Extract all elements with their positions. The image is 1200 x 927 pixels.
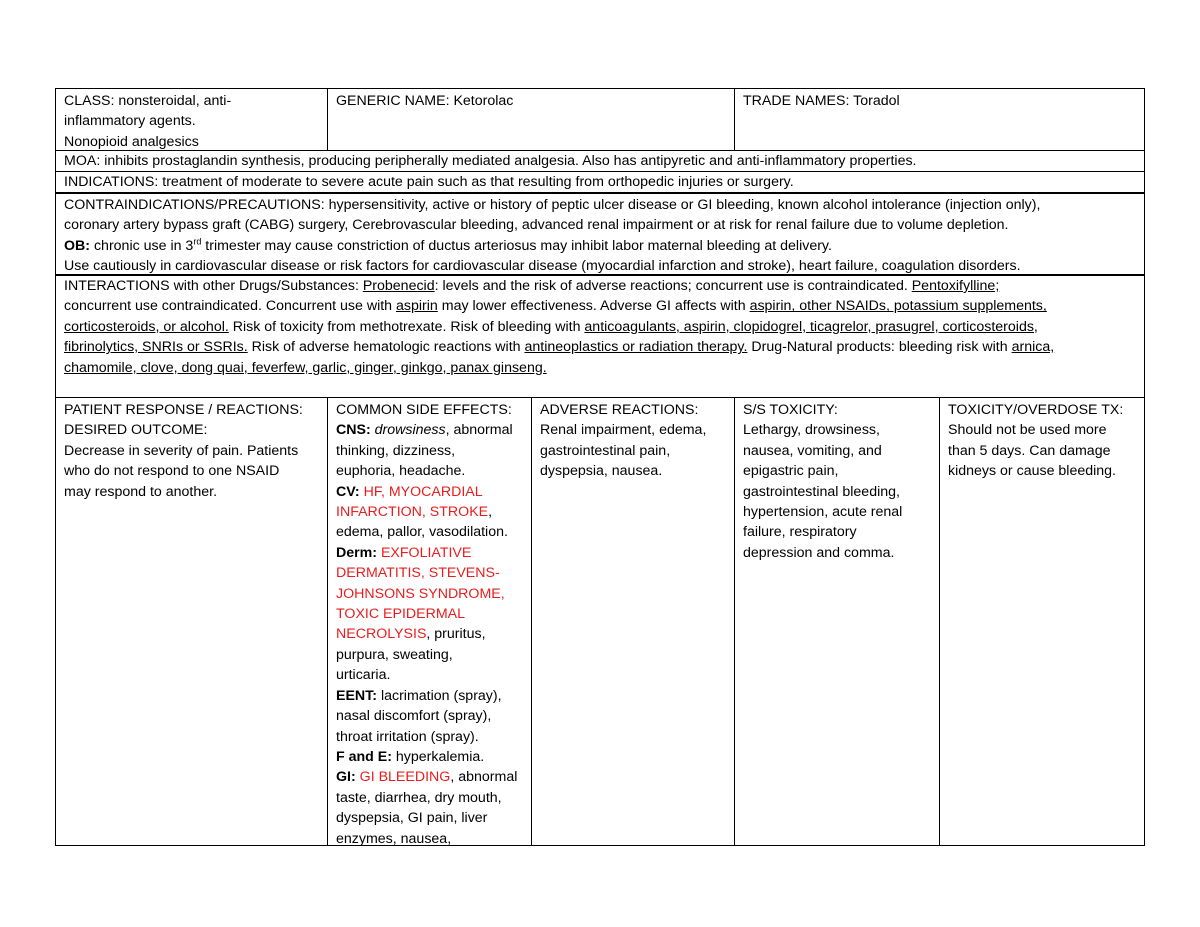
side-effects-line: purpura, sweating, [336, 646, 453, 663]
side-effects-cell [328, 398, 531, 845]
derm-serious-effects: EXFOLIATIVE [380, 544, 472, 561]
side-effects-line: nasal discomfort (spray), [336, 708, 492, 725]
side-effects-line [336, 747, 523, 767]
derm-serious-effects: DERMATITIS, STEVENS- [336, 565, 500, 582]
side-effects-line: edema, pallor, vasodilation. [336, 524, 508, 541]
gi-label: GI: [336, 769, 356, 786]
side-effects-line: throat irritation (spray). [336, 728, 479, 745]
ob-label: OB: [64, 237, 91, 254]
overdose-tx-line: kidneys or cause bleeding. [948, 463, 1116, 480]
trade-names: TRADE NAMES: Toradol [743, 93, 900, 109]
interactions-line [64, 276, 1136, 296]
interactions-cell [56, 276, 1144, 397]
ob-text: chronic use in 3 [90, 237, 194, 254]
drug-list-gi: corticosteroids, or alcohol. [64, 318, 229, 335]
interactions-text: INTERACTIONS with other Drugs/Substances: [64, 278, 363, 294]
side-effects-text: , abnormal [450, 769, 518, 786]
adverse-reactions-cell [532, 398, 734, 845]
drug-probenecid: Probenecid [362, 278, 435, 294]
derm-serious-effects: JOHNSONS SYNDROME, [336, 585, 505, 602]
contraindications-line: CONTRAINDICATIONS/PRECAUTIONS: hypersensitivity, active or history of peptic ulcer disease or GI bleeding, known alcohol intolerance (injection only), [64, 197, 1041, 213]
patient-response-line: who do not respond to one NSAID [64, 463, 280, 480]
interactions-line [64, 317, 1136, 337]
cv-label: CV: [336, 483, 360, 500]
class-line: inflammatory agents. [64, 113, 196, 130]
patient-response-line: Decrease in severity of pain. Patients [64, 442, 299, 459]
overdose-tx-line: than 5 days. Can damage [948, 442, 1111, 459]
interactions-line [64, 337, 1136, 357]
side-effects-text: lacrimation (spray), [377, 687, 502, 704]
side-effects-line [336, 482, 523, 502]
toxicity-signs-line: S/S TOXICITY: [743, 402, 838, 418]
toxicity-signs-line: hypertension, acute renal [743, 504, 903, 521]
derm-serious-effects: TOXIC EPIDERMAL [336, 606, 466, 623]
indications-cell [56, 172, 1144, 192]
side-effects-line [336, 543, 523, 563]
contraindications-line: Use cautiously in cardiovascular disease or risk factors for cardiovascular disease (myocardial infarction and stroke), heart failure, coagulation disorders. [64, 258, 1021, 274]
eent-label: EENT: [336, 687, 377, 704]
interactions-text: Risk of toxicity from methotrexate. Risk of bleeding with [228, 318, 585, 335]
patient-response-cell [56, 398, 327, 845]
trade-names-cell [735, 89, 1144, 150]
side-effects-line [336, 686, 523, 706]
ob-text: trimester may cause constriction of ductus arteriosus may inhibit labor maternal bleeding at delivery. [201, 237, 832, 254]
fe-label: F and E: [336, 748, 392, 765]
class-line: Nonopioid analgesics [64, 133, 199, 150]
contraindications-line: coronary artery bypass graft (CABG) surgery, Cerebrovascular bleeding, advanced renal impairment or at risk for renal failure due to volume depletion. [64, 217, 1009, 234]
side-effects-text: , pruritus, [426, 626, 486, 643]
overdose-tx-cell [940, 398, 1144, 845]
adverse-reactions-line: ADVERSE REACTIONS: [540, 402, 699, 418]
adverse-reactions-line: gastrointestinal pain, [540, 442, 671, 459]
side-effects-line [336, 420, 523, 440]
generic-name-cell [328, 89, 734, 150]
indications-text: INDICATIONS: treatment of moderate to severe acute pain such as that resulting from orthopedic injuries or surgery. [64, 174, 794, 190]
side-effects-line [336, 767, 523, 787]
gi-serious-effects: GI BLEEDING [359, 769, 451, 786]
cns-italic: drowsiness [374, 422, 446, 439]
interactions-text: may lower effectiveness. Adverse GI affects with [437, 298, 750, 315]
ob-superscript: rd [193, 236, 202, 247]
drug-list-bleeding: anticoagulants, aspirin, clopidogrel, ticagrelor, prasugrel, corticosteroids, [584, 318, 1038, 335]
derm-serious-effects: NECROLYSIS [336, 626, 427, 643]
derm-label: Derm: [336, 544, 377, 561]
adverse-reactions-line: Renal impairment, edema, [540, 422, 707, 439]
side-effects-line: euphoria, headache. [336, 463, 466, 480]
cv-serious-effects: INFARCTION, STROKE [336, 504, 489, 521]
overdose-tx-line: Should not be used more [948, 422, 1107, 439]
patient-response-line: may respond to another. [64, 483, 218, 500]
overdose-tx-line: TOXICITY/OVERDOSE TX: [948, 402, 1124, 418]
side-effects-line [336, 624, 523, 644]
toxicity-signs-line: gastrointestinal bleeding, [743, 483, 900, 500]
class-cell [56, 89, 327, 150]
side-effects-text: , abnormal [445, 422, 513, 439]
cns-label: CNS: [336, 422, 371, 439]
moa-text: MOA: inhibits prostaglandin synthesis, producing peripherally mediated analgesia. Also has antipyretic and anti-inflammatory properties. [64, 153, 917, 169]
side-effects-line: taste, diarrhea, dry mouth, [336, 789, 502, 806]
generic-name: GENERIC NAME: Ketorolac [336, 93, 514, 109]
natural-product-list: arnica, [1011, 339, 1055, 356]
toxicity-signs-line: epigastric pain, [743, 463, 839, 480]
cv-serious-effects: HF, MYOCARDIAL [363, 483, 483, 500]
table-border-bottom [55, 845, 1145, 846]
drug-list-hematologic: antineoplastics or radiation therapy. [524, 339, 748, 356]
interactions-text: : levels and the risk of adverse reactions; concurrent use is contraindicated. [434, 278, 912, 294]
side-effects-header: COMMON SIDE EFFECTS: [336, 402, 512, 418]
side-effects-text: hyperkalemia. [391, 748, 485, 765]
toxicity-signs-line: failure, respiratory [743, 524, 857, 541]
interactions-text: concurrent use contraindicated. Concurrent use with [64, 298, 397, 315]
class-line: CLASS: nonsteroidal, anti- [64, 93, 232, 109]
toxicity-signs-line: nausea, vomiting, and [743, 442, 882, 459]
interactions-line [64, 296, 1136, 316]
side-effects-line: thinking, dizziness, [336, 442, 456, 459]
patient-response-line: DESIRED OUTCOME: [64, 422, 208, 439]
interactions-line [64, 358, 1136, 378]
toxicity-signs-line: depression and comma. [743, 544, 895, 561]
moa-cell [56, 151, 1144, 171]
adverse-reactions-line: dyspepsia, nausea. [540, 463, 663, 480]
interactions-text: Risk of adverse hematologic reactions with [247, 339, 525, 356]
side-effects-line: dyspepsia, GI pain, liver [336, 810, 488, 827]
contraindications-cell [56, 194, 1144, 274]
toxicity-signs-line: Lethargy, drowsiness, [743, 422, 880, 439]
drug-list-gi: aspirin, other NSAIDs, potassium supplements, [749, 298, 1047, 315]
side-effects-text: , [488, 504, 493, 521]
natural-product-list: chamomile, clove, dong quai, feverfew, garlic, ginger, ginkgo, panax ginseng. [64, 359, 547, 376]
side-effects-line: urticaria. [336, 667, 391, 684]
patient-response-line: PATIENT RESPONSE / REACTIONS: [64, 402, 303, 418]
side-effects-line: enzymes, nausea, [336, 830, 452, 845]
drug-pentoxifylline: Pentoxifylline; [911, 278, 1000, 294]
side-effects-line [336, 502, 523, 522]
toxicity-signs-cell [735, 398, 939, 845]
drug-aspirin: aspirin [396, 298, 438, 315]
table-border-right [1144, 88, 1145, 846]
drug-list-bleeding: fibrinolytics, SNRIs or SSRIs. [64, 339, 248, 356]
ob-line [64, 236, 1136, 256]
interactions-text: Drug-Natural products: bleeding risk with [747, 339, 1012, 356]
